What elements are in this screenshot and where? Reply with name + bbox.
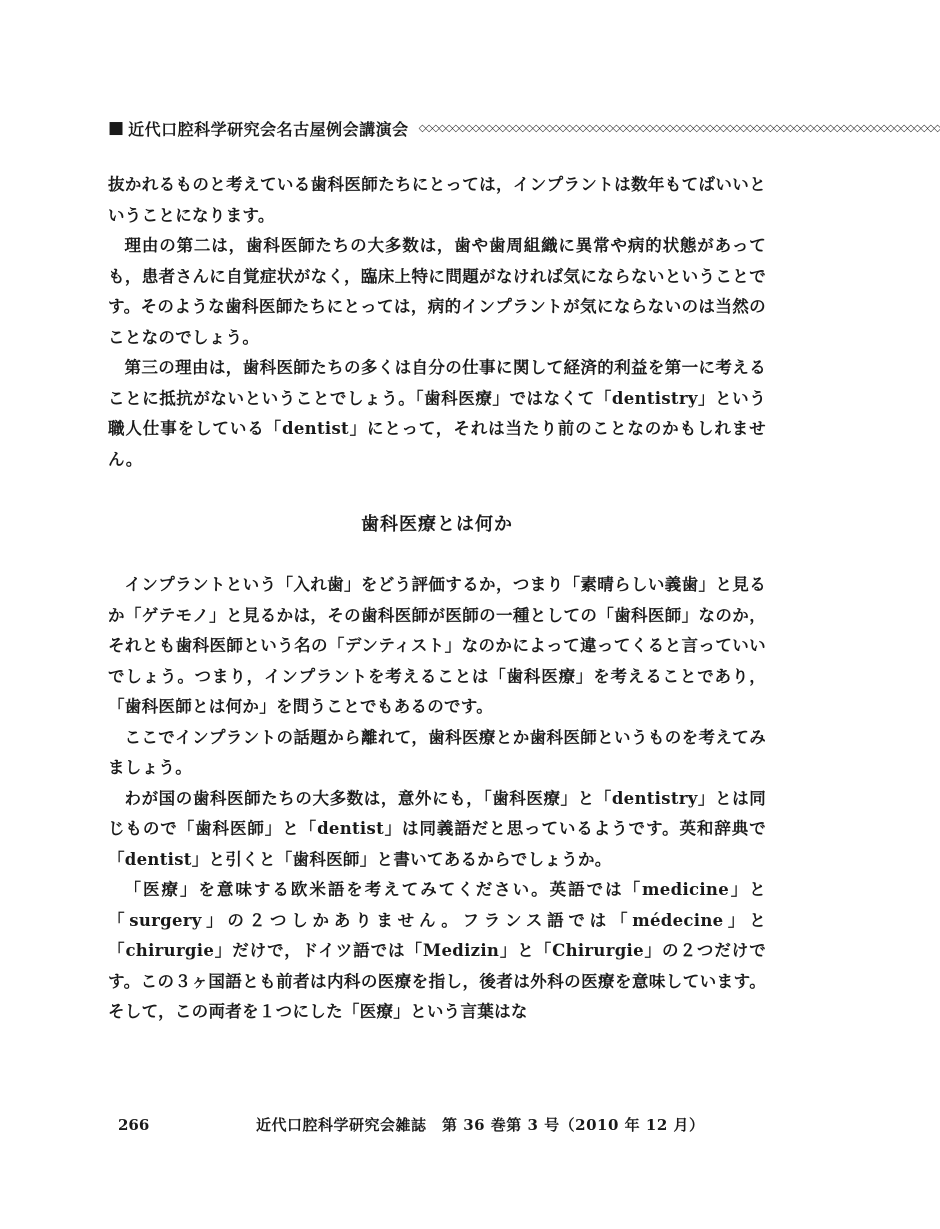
paragraph: わが国の歯科医師たちの大多数は，意外にも，「歯科医療」と「dentistry」とは同じもので「歯科医師」と「dentist」は同義語だと思っているようです。英和辞典で「dentist」と引くと「歯科医師」と書いてあるからでしょうか。 [108,788,766,869]
paragraph: 抜かれるものと考えている歯科医師たちにとっては，インプラントは数年もてばいいということになります。 [108,175,766,225]
header-title: 近代口腔科学研究会名古屋例会講演会 [128,119,409,139]
paragraph: インプラントという「入れ歯」をどう評価するか，つまり「素晴らしい義歯」と見るか「ゲテモノ」と見るかは，その歯科医師が医師の一種としての「歯科医師」なのか，それとも歯科医師という名の「デンティスト」なのかによって違ってくると言っていいでしょう。つまり，インプラントを考えることは「歯科医療」を考えることであり，「歯科医師とは何か」を問うことでもあるのです。 [108,575,766,716]
paragraph: ここでインプラントの話題から離れて，歯科医療とか歯科医師というものを考えてみましょう。 [108,727,766,777]
body-text-block-2 [108,570,766,1028]
header-square-icon: ■ [108,118,125,138]
body-text-block-1 [108,170,766,475]
section-heading: 歯科医療とは何か [361,514,513,535]
paragraph: 理由の第二は，歯科医師たちの大多数は，歯や歯周組織に異常や病的状態があっても，患者さんに自覚症状がなく，臨床上特に問題がなければ気にならないということです。そのような歯科医師たちにとっては，病的インプラントが気にならないのは当然のことなのでしょう。 [108,236,766,347]
page-footer [118,1114,705,1135]
journal-citation: 近代口腔科学研究会雑誌 第 36 巻第 3 号（2010 年 12 月） [255,1116,705,1134]
paragraph: 第三の理由は，歯科医師たちの多くは自分の仕事に関して経済的利益を第一に考えることに抵抗がないということでしょう。「歯科医療」ではなくて「dentistry」という職人仕事をしている「dentist」にとって，それは当たり前のことなのかもしれません。 [108,358,766,469]
running-header [108,114,940,142]
page-number: 266 [118,1116,150,1134]
header-diamond-pattern: ◇◇◇◇◇◇◇◇◇◇◇◇◇◇◇◇◇◇◇◇◇◇◇◇◇◇◇◇◇◇◇◇◇◇◇◇◇◇◇◇◇◇◇◇◇◇◇◇◇◇◇◇◇◇◇◇◇◇◇◇◇◇◇◇◇◇◇◇◇◇◇◇◇◇◇◇◇◇ [418,122,940,134]
paragraph: 「医療」を意味する欧米語を考えてみてください。英語では「medicine」と「surgery」の２つしかありません。フランス語では「médecine」と「chirurgie」だけで，ドイツ語では「Medizin」と「Chirurgie」の２つだけです。この３ヶ国語とも前者は内科の医療を指し，後者は外科の医療を意味しています。そして，この両者を１つにした「医療」という言葉はな [108,880,766,1021]
